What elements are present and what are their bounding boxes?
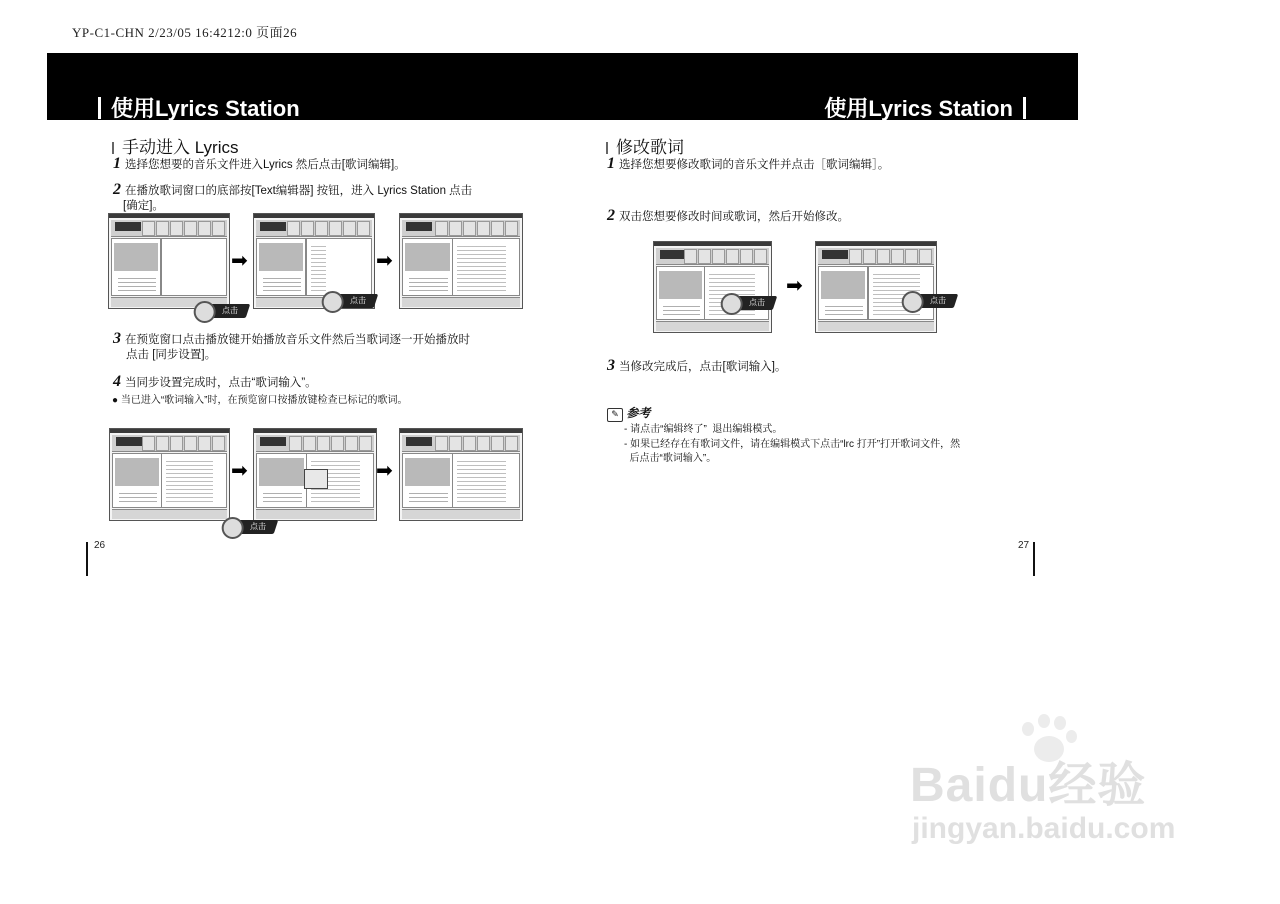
screenshot-2b [253, 428, 377, 521]
screenshot-1c [399, 213, 523, 309]
note-line-2: - 如果已经存在有歌词文件，请在编辑模式下点击“lrc 打开”打开歌词文件，然 [624, 439, 961, 450]
left-step-3 [113, 331, 470, 363]
cd-icon [194, 301, 216, 323]
step-text: 当修改完成后，点击[歌词输入]。 [619, 361, 787, 373]
screenshot-3b [815, 241, 937, 333]
note-heading [607, 404, 650, 422]
step-text: 在预览窗口点击播放键开始播放音乐文件然后当歌词逐一开始播放时 [125, 334, 470, 346]
left-step-2 [113, 182, 472, 214]
watermark-url: jingyan.baidu.com [912, 812, 1176, 845]
arrow-right-icon: ➡ [376, 250, 393, 272]
step-number: 1 [607, 155, 615, 172]
cd-icon [322, 291, 344, 313]
cd-icon [902, 291, 924, 313]
print-header: YP-C1-CHN 2/23/05 16:4212:0 页面26 [72, 25, 298, 40]
left-bullet [112, 394, 408, 408]
page-margin-line [86, 542, 88, 576]
pencil-icon: ✎ [607, 408, 623, 422]
right-step-2 [607, 208, 849, 225]
step-number: 2 [113, 181, 121, 198]
click-callout [204, 304, 251, 318]
cd-icon [222, 517, 244, 539]
callout-label: 点击 [250, 522, 266, 531]
arrow-right-icon: ➡ [231, 250, 248, 272]
step-text: 当同步设置完成时，点击“歌词输入”。 [125, 377, 317, 389]
step-number: 1 [113, 155, 121, 172]
right-step-3 [607, 358, 786, 375]
note-title: 参考 [626, 406, 651, 420]
arrow-right-icon: ➡ [231, 460, 248, 482]
right-section-title [606, 133, 684, 158]
watermark-brand: Baidu经验 [910, 759, 1147, 812]
click-callout [912, 294, 959, 308]
screenshot-2c [399, 428, 523, 521]
arrow-right-icon: ➡ [376, 460, 393, 482]
right-banner-title [824, 92, 1026, 123]
left-section-title [112, 133, 239, 158]
arrow-right-icon: ➡ [786, 275, 803, 297]
screenshot-1a [108, 213, 230, 309]
click-callout [332, 294, 379, 308]
screenshot-2a [109, 428, 230, 521]
dialog-box [304, 469, 328, 489]
callout-label: 点击 [930, 296, 946, 305]
bullet-text: 当已进入“歌词输入”时，在预览窗口按播放键检查已标记的歌词。 [120, 395, 408, 406]
bullet-icon: ● [112, 395, 119, 406]
step-text: 选择您想要修改歌词的音乐文件并点击［歌词编辑］。 [619, 159, 890, 171]
step-text: 选择您想要的音乐文件进入Lyrics 然后点击[歌词编辑]。 [125, 159, 406, 171]
left-step-4 [113, 374, 317, 391]
section-marker [606, 142, 608, 154]
callout-label: 点击 [222, 306, 238, 315]
callout-label: 点击 [749, 298, 765, 307]
step-text: 在播放歌词窗口的底部按[Text编辑器] 按钮，进入 Lyrics Station 点击 [125, 185, 473, 197]
step-number: 2 [607, 207, 615, 224]
callout-label: 点击 [350, 296, 366, 305]
right-page-number: 27 [1018, 540, 1030, 551]
page-margin-line [1033, 542, 1035, 576]
left-banner-title-text: 使用Lyrics Station [111, 96, 300, 121]
right-step-1 [607, 156, 889, 173]
click-callout [731, 296, 778, 310]
screenshot-3a [653, 241, 772, 333]
left-banner-title [98, 92, 300, 123]
step-text-line-2: [确定]。 [123, 200, 164, 212]
right-section-title-text: 修改歌词 [616, 138, 684, 157]
banner-divider [98, 97, 101, 119]
step-number: 3 [113, 330, 121, 347]
note-line-3: 后点击“歌词输入”。 [624, 453, 717, 464]
step-text: 双击您想要修改时间或歌词，然后开始修改。 [619, 211, 849, 223]
step-number: 4 [113, 373, 121, 390]
banner-divider [1023, 97, 1026, 119]
step-number: 3 [607, 357, 615, 374]
left-page-number: 26 [94, 540, 106, 551]
left-step-1 [113, 156, 406, 173]
right-banner-title-text: 使用Lyrics Station [824, 96, 1013, 121]
section-marker [112, 142, 114, 154]
click-callout [232, 520, 279, 534]
cd-icon [721, 293, 743, 315]
step-text-line-2: 点击 [同步设置]。 [126, 349, 217, 361]
left-section-title-text: 手动进入 Lyrics [122, 138, 239, 157]
note-line-1: - 请点击“编辑终了” 退出编辑模式。 [624, 424, 783, 435]
